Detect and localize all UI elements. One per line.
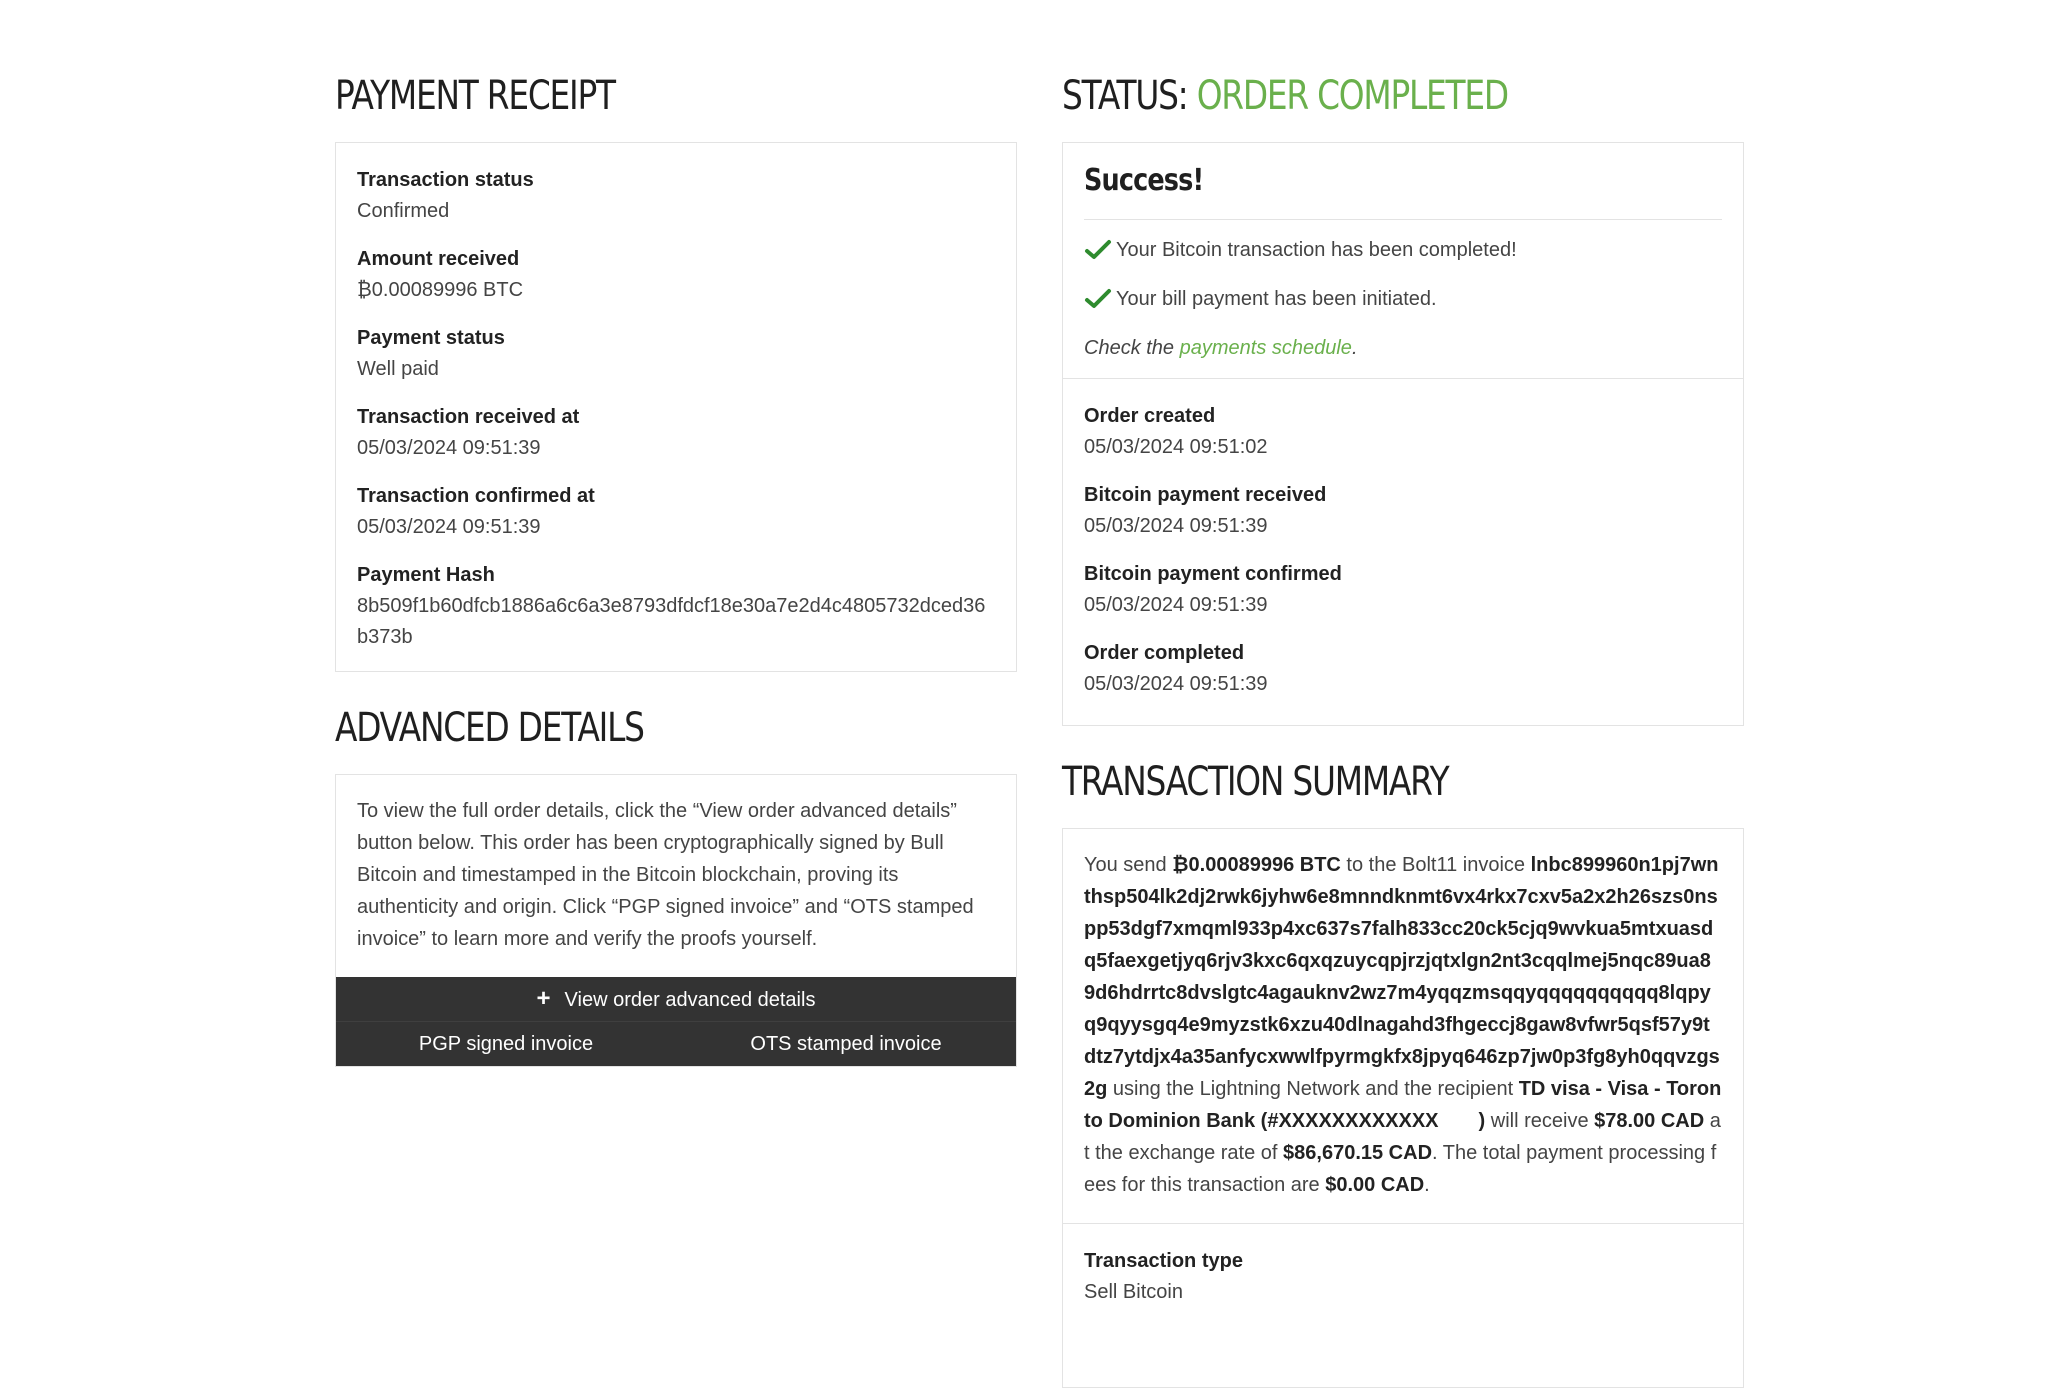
field-label: Order completed (1084, 642, 1245, 664)
redacted-area (1439, 1113, 1479, 1131)
status-card (1062, 142, 1744, 726)
receipt-field-payment-status (357, 323, 995, 385)
field-value: 05/03/2024 09:51:39 (357, 437, 541, 459)
payment-receipt-card (335, 142, 1017, 672)
receipt-field-transaction-status (357, 165, 995, 227)
timeline-order-completed (1084, 638, 1722, 700)
field-value: 05/03/2024 09:51:02 (1084, 436, 1268, 458)
transaction-summary-card (1062, 828, 1744, 1388)
checkmark-icon (1084, 238, 1112, 262)
field-value: Well paid (357, 358, 439, 380)
view-advanced-details-button[interactable] (336, 977, 1016, 1022)
timeline-payment-confirmed (1084, 559, 1722, 621)
view-advanced-details-label: View order advanced details (564, 989, 816, 1011)
field-value: Sell Bitcoin (1084, 1281, 1183, 1303)
field-value: ₿0.00089996 BTC (357, 279, 524, 301)
receipt-field-payment-hash (357, 560, 995, 653)
summary-text: . (1424, 1174, 1430, 1196)
field-label: Bitcoin payment received (1084, 484, 1327, 506)
receipt-field-received-at (357, 402, 995, 464)
field-label: Transaction status (357, 169, 534, 191)
advanced-details-card (335, 774, 1017, 1067)
status-message-bill (1084, 283, 1722, 315)
ots-stamped-invoice-button[interactable]: OTS stamped invoice (750, 1033, 942, 1055)
field-label: Order created (1084, 405, 1216, 427)
summary-receive-amount: $78.00 CAD (1594, 1110, 1705, 1132)
payments-schedule-link[interactable]: payments schedule (1179, 337, 1352, 359)
summary-text: using the Lightning Network and the recipient (1107, 1078, 1519, 1100)
summary-text: to the Bolt11 invoice (1340, 854, 1531, 876)
status-message-text: Your bill payment has been initiated. (1116, 288, 1437, 310)
field-label: Payment Hash (357, 564, 495, 586)
status-heading (1062, 70, 1621, 122)
left-column (335, 70, 1017, 1067)
plus-icon: + (536, 985, 551, 1012)
field-value: 05/03/2024 09:51:39 (1084, 673, 1268, 695)
proof-buttons-row (336, 1022, 1016, 1066)
success-divider (1084, 219, 1722, 220)
status-message-text: Your Bitcoin transaction has been completed! (1116, 239, 1517, 261)
success-section (1063, 143, 1743, 378)
pgp-signed-invoice-button[interactable]: PGP signed invoice (418, 1033, 594, 1055)
transaction-summary-text (1063, 829, 1743, 1223)
summary-text: . The total payment processing fees for this transaction are (1084, 1142, 1717, 1196)
receipt-field-confirmed-at (357, 481, 995, 543)
summary-text: at the exchange rate of (1084, 1110, 1721, 1164)
status-message-bitcoin (1084, 234, 1722, 266)
summary-fees: $0.00 CAD (1325, 1174, 1425, 1196)
payment-hash-value: 8b509f1b60dfcb1886a6c6a3e8793dfdcf18e30a7e2d4c4805732dced36b373b (357, 595, 986, 648)
payments-schedule-note (1084, 332, 1722, 364)
summary-text: will receive (1485, 1110, 1595, 1132)
success-title: Success! (1084, 163, 1204, 198)
right-column (1062, 70, 1744, 1388)
field-label: Transaction type (1084, 1250, 1243, 1272)
bolt11-invoice: lnbc899960n1pj7wnthsp504lk2dj2rwk6jyhw6e8mnndknmt6vx4rkx7cxv5a2x2h26szs0nspp53dgf7xmqml933p4xc637s7falh833cc20ck5cjq9wvkua5mtxuasdq5faexgetjyq6rjv3kxc6qxqzuycqpjrzjqtxlgn2nt3cqqlmej5nqc89ua89d6hdrrtc8dvslgtc4agauknv2wz7m4yqqzmsqqyqqqqqqqqqq8lqpyq9qyysgq4e9myzstk6xzu40dlnagahd3fhgeccj8gaw8vfwr5qsf57y9tdtz7ytdjx4a35anfycxwwlfpyrmgkfx8jpyq646zp7jw0p3fg8yh0qqvzgs2g (1084, 854, 1720, 1100)
field-label: Transaction received at (357, 406, 580, 428)
summary-amount: ₿0.00089996 BTC (1172, 854, 1341, 876)
field-label: Payment status (357, 327, 505, 349)
summary-recipient: TD visa - Visa - Toronto Dominion Bank (#XXXXXXXXXXXX (1084, 1078, 1722, 1132)
status-heading-prefix: STATUS: (1062, 73, 1197, 119)
field-value: 05/03/2024 09:51:39 (357, 516, 541, 538)
status-heading-value: ORDER COMPLETED (1196, 73, 1508, 119)
timeline-payment-received (1084, 480, 1722, 542)
field-value: Confirmed (357, 200, 450, 222)
advanced-details-text: To view the full order details, click the “View order advanced details” button below. This order has been cryptographically signed by Bull Bitcoin and timestamped in the Bitcoin blockchain, proving its authenticity and origin. Click “PGP signed invoice” and “OTS stamped invoice” to learn more and verify the proofs yourself. (357, 800, 974, 950)
field-value: 05/03/2024 09:51:39 (1084, 515, 1268, 537)
field-label: Bitcoin payment confirmed (1084, 563, 1342, 585)
field-value: 05/03/2024 09:51:39 (1084, 594, 1268, 616)
advanced-details-heading: ADVANCED DETAILS (335, 705, 644, 751)
summary-text: You send (1084, 854, 1173, 876)
summary-exchange-rate: $86,670.15 CAD (1283, 1142, 1433, 1164)
field-label: Amount received (357, 248, 520, 270)
timeline-order-created (1084, 401, 1722, 463)
order-timeline (1063, 379, 1743, 725)
note-suffix: . (1351, 337, 1358, 359)
summary-recipient-end: ) (1478, 1110, 1486, 1132)
note-prefix: Check the (1084, 337, 1180, 359)
checkmark-icon (1084, 287, 1112, 311)
field-label: Transaction confirmed at (357, 485, 595, 507)
payment-receipt-heading: PAYMENT RECEIPT (335, 73, 615, 119)
transaction-summary-heading: TRANSACTION SUMMARY (1062, 759, 1449, 805)
receipt-field-amount-received (357, 244, 995, 306)
